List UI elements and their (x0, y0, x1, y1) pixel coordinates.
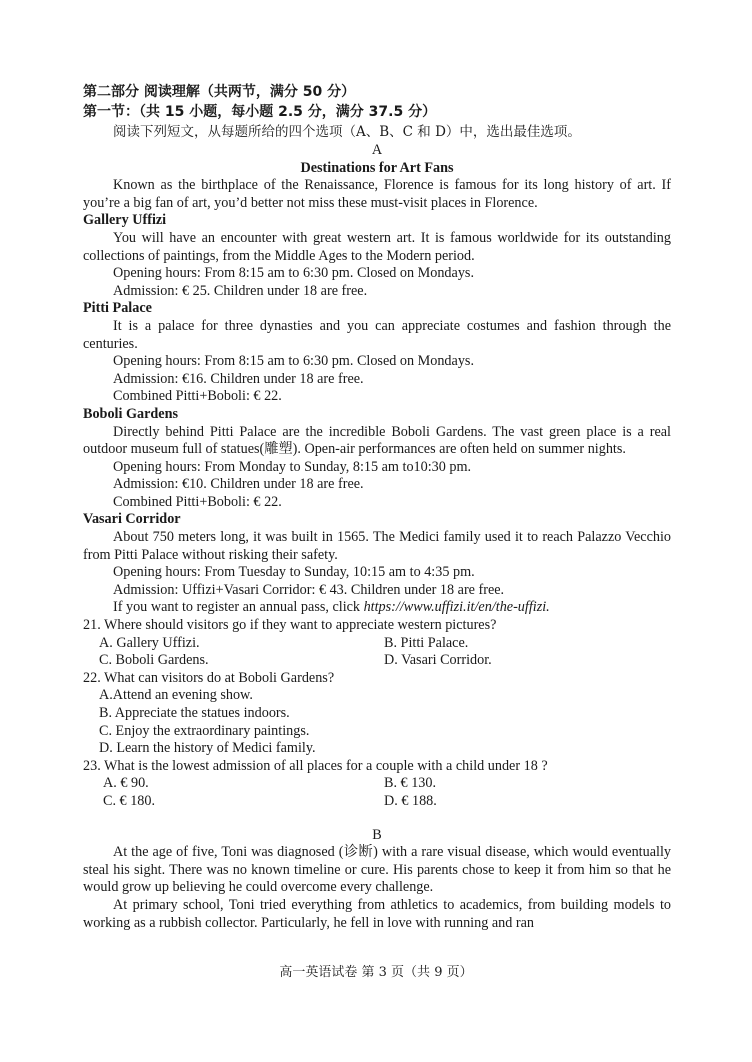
passage-b-paragraph: At the age of five, Toni was diagnosed (诊断) with a rare visual disease, which would eventually steal his sight. There was no known timeline or cure. His parents chose to keep it from him so that he would grow up believing he could overcome every challenge. (83, 844, 671, 896)
place-name: Gallery Uffizi (83, 212, 167, 229)
place-desc: About 750 meters long, it was built in 1565. The Medici family used it to reach Palazzo Vecchio from Pitti Palace without risking their safety. (83, 529, 671, 563)
option-a: A. € 90. (103, 775, 149, 792)
option-b: B. Pitti Palace. (384, 634, 469, 651)
page-content (83, 82, 671, 932)
passage-b-paragraph: At primary school, Toni tried everything from athletics to academics, from building models to working as a rubbish collector. Particularly, he fell in love with running and ran (83, 896, 671, 931)
option-b: B. Appreciate the statues indoors. (99, 705, 290, 721)
place-admission: Admission: € 25. Children under 18 are free. (113, 282, 368, 299)
option-c: C. Enjoy the extraordinary paintings. (99, 722, 310, 739)
place-admission: Admission: Uffizi+Vasari Corridor: € 43. Children under 18 are free. (113, 581, 505, 598)
annual-pass-line (83, 599, 671, 617)
place-combined: Combined Pitti+Boboli: € 22. (113, 388, 282, 405)
place-hours: Opening hours: From 8:15 am to 6:30 pm. Closed on Mondays. (113, 353, 474, 370)
option-d: D. Learn the history of Medici family. (99, 740, 316, 757)
question-stem: 22. What can visitors do at Boboli Gardens? (83, 669, 335, 686)
options-grid (83, 775, 671, 810)
passage-a-intro: Known as the birthplace of the Renaissance, Florence is famous for its long history of art. If you’re a big fan of art, you’d better not miss these must-visit places in Florence. (83, 177, 671, 211)
place-desc: It is a palace for three dynasties and you can appreciate costumes and fashion through the centuries. (83, 317, 671, 352)
place-name: Pitti Palace (83, 300, 152, 317)
option-b: B. € 130. (384, 775, 437, 792)
option-a: A.Attend an evening show. (99, 687, 253, 704)
option-c: C. € 180. (103, 792, 156, 809)
place-admission: Admission: €16. Children under 18 are free. (113, 370, 364, 387)
place-combined: Combined Pitti+Boboli: € 22. (113, 493, 282, 510)
place-desc: Directly behind Pitti Palace are the incredible Boboli Gardens. The vast green place is a real outdoor museum full of statues(雕塑). Open-air performances are often held on summer nights. (83, 423, 671, 458)
place-name: Vasari Corridor (83, 511, 181, 528)
place-name: Boboli Gardens (83, 405, 178, 422)
option-d: D. € 188. (384, 792, 437, 809)
place-hours: Opening hours: From Tuesday to Sunday, 10:15 am to 4:35 pm. (113, 564, 475, 581)
question-stem: 23. What is the lowest admission of all places for a couple with a child under 18 ? (83, 757, 548, 774)
option-d: D. Vasari Corridor. (384, 652, 492, 669)
option-a: A. Gallery Uffizi. (99, 634, 200, 651)
question-stem: 21. Where should visitors go if they want to appreciate western pictures? (83, 617, 497, 634)
options-grid (83, 635, 671, 670)
passage-a-title: Destinations for Art Fans (300, 159, 454, 176)
place-admission: Admission: €10. Children under 18 are free. (113, 476, 364, 493)
annual-pass-text: If you want to register an annual pass, click (113, 599, 364, 616)
place-desc: You will have an encounter with great western art. It is famous worldwide for its outstanding collections of paintings, from the Middle Ages to the Modern period. (83, 229, 671, 264)
place-hours: Opening hours: From Monday to Sunday, 8:15 am to10:30 pm. (113, 458, 472, 475)
place-hours: Opening hours: From 8:15 am to 6:30 pm. Closed on Mondays. (113, 265, 474, 282)
part-heading: 第二部分 阅读理解（共两节，满分 50 分） (83, 84, 356, 100)
section-heading: 第一节：（共 15 小题，每小题 2.5 分，满分 37.5 分） (83, 104, 437, 120)
passage-a-letter: A (371, 142, 383, 158)
page-footer: 高一英语试卷 第 3 页（共 9 页） (279, 965, 473, 980)
spacer (83, 811, 671, 827)
passage-b-letter: B (372, 826, 382, 843)
instruction: 阅读下列短文，从每题所给的四个选项（A、B、C 和 D）中，选出最佳选项。 (113, 124, 581, 140)
option-c: C. Boboli Gardens. (99, 652, 209, 669)
annual-pass-link[interactable]: https://www.uffizi.it/en/the-uffizi. (363, 599, 550, 616)
